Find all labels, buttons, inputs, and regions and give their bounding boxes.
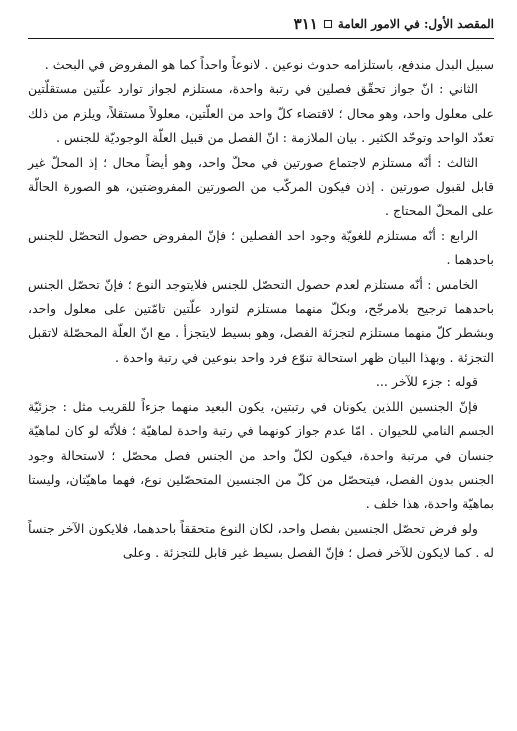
paragraph: ولو فرض تحصّل الجنسين بفصل واحد، لكان النوع متحققاً باحدهما، فلايكون الآخر جنساً له . كما لايكون للآخر فصل ؛ فإنّ الفصل بسيط غير قابل للتجزئة . وعلى [28,520,494,561]
paragraph: الثالث : أنّه مستلزم لاجتماع صورتين في محلّ واحد، وهو أيضاً محال ؛ إذ المحلّ غير قابل لقبول صورتين . إذن فيكون المركّب من الصورتين المفروضتين، هو الصورة الحالّة على المحلّ المحتاج . [28,154,494,219]
paragraph: الثاني : انّ جواز تحقّق فصلين في رتبة واحدة، مستلزم لجواز توارد علّتين مستقلّتين على معلول واحد، وهو محال ؛ لاقتضاء كلّ واحد من العلّتين، معلولاً مستقلاً، ويلزم من ذلك تعدّد الواحد وتوحّد الكثير . بيان الملازمة : انّ الفصل من قبيل العلّة الوجوديّة للجنس . [28,81,494,146]
page-header [28,12,494,36]
paragraph: الخامس : أنّه مستلزم لعدم حصول التحصّل للجنس فلايتوجد النوع ؛ فإنّ تحصّل الجنس باحدهما ترجيح بلامرجّح، وبكلّ منهما مستلزم لتوارد علّتين تامّتين على معلول واحد، وبشطر كلّ منهما مستلزم لتجزئة الفصل، وهو بسيط لايتجزأ . مع انّ العلّة المحصّلة لاتقبل التجزئة . وبهذا البيان ظهر استحالة تنوّع فرد واحد بنوعين في رتبة واحدة . [28,276,494,365]
page-number: ٣١١ [293,15,318,33]
paragraph: الرابع : أنّه مستلزم للغويّة وجود احد الفصلين ؛ فإنّ المفروض حصول التحصّل للجنس باحدهما . [28,227,494,268]
book-page [28,12,494,724]
page-body [28,53,494,566]
square-ornament-icon [324,20,332,28]
header-rule [28,38,494,39]
paragraph: فإنّ الجنسين اللذين يكونان في رتبتين، يكون البعيد منهما جزءاً للقريب مثل : جزئيّة الجسم النامي للحيوان . امّا عدم جواز كونهما في رتبة واحدة لماهيّة ؛ فلأنّه لو كان لماهيّة جنسان في مرتبة واحدة، فيكون لكلّ واحد من الجنس فصل محصّل ؛ لاستحالة وجود الجنس بدون الفصل، فيتحصّل من كلّ من الجنسين المتحصّلين نوع، فهما ماهيّتان، وليستا بماهيّة واحدة، هذا خلف . [28,398,494,512]
paragraph: سبيل البدل مندفع، باستلزامه حدوث نوعين . لانوعاً واحداً كما هو المفروض في البحث . [44,57,494,72]
quote-heading: قوله : جزء للآخر ... [375,374,478,390]
running-title: المقصد الأول: في الامور العامة [337,17,494,31]
